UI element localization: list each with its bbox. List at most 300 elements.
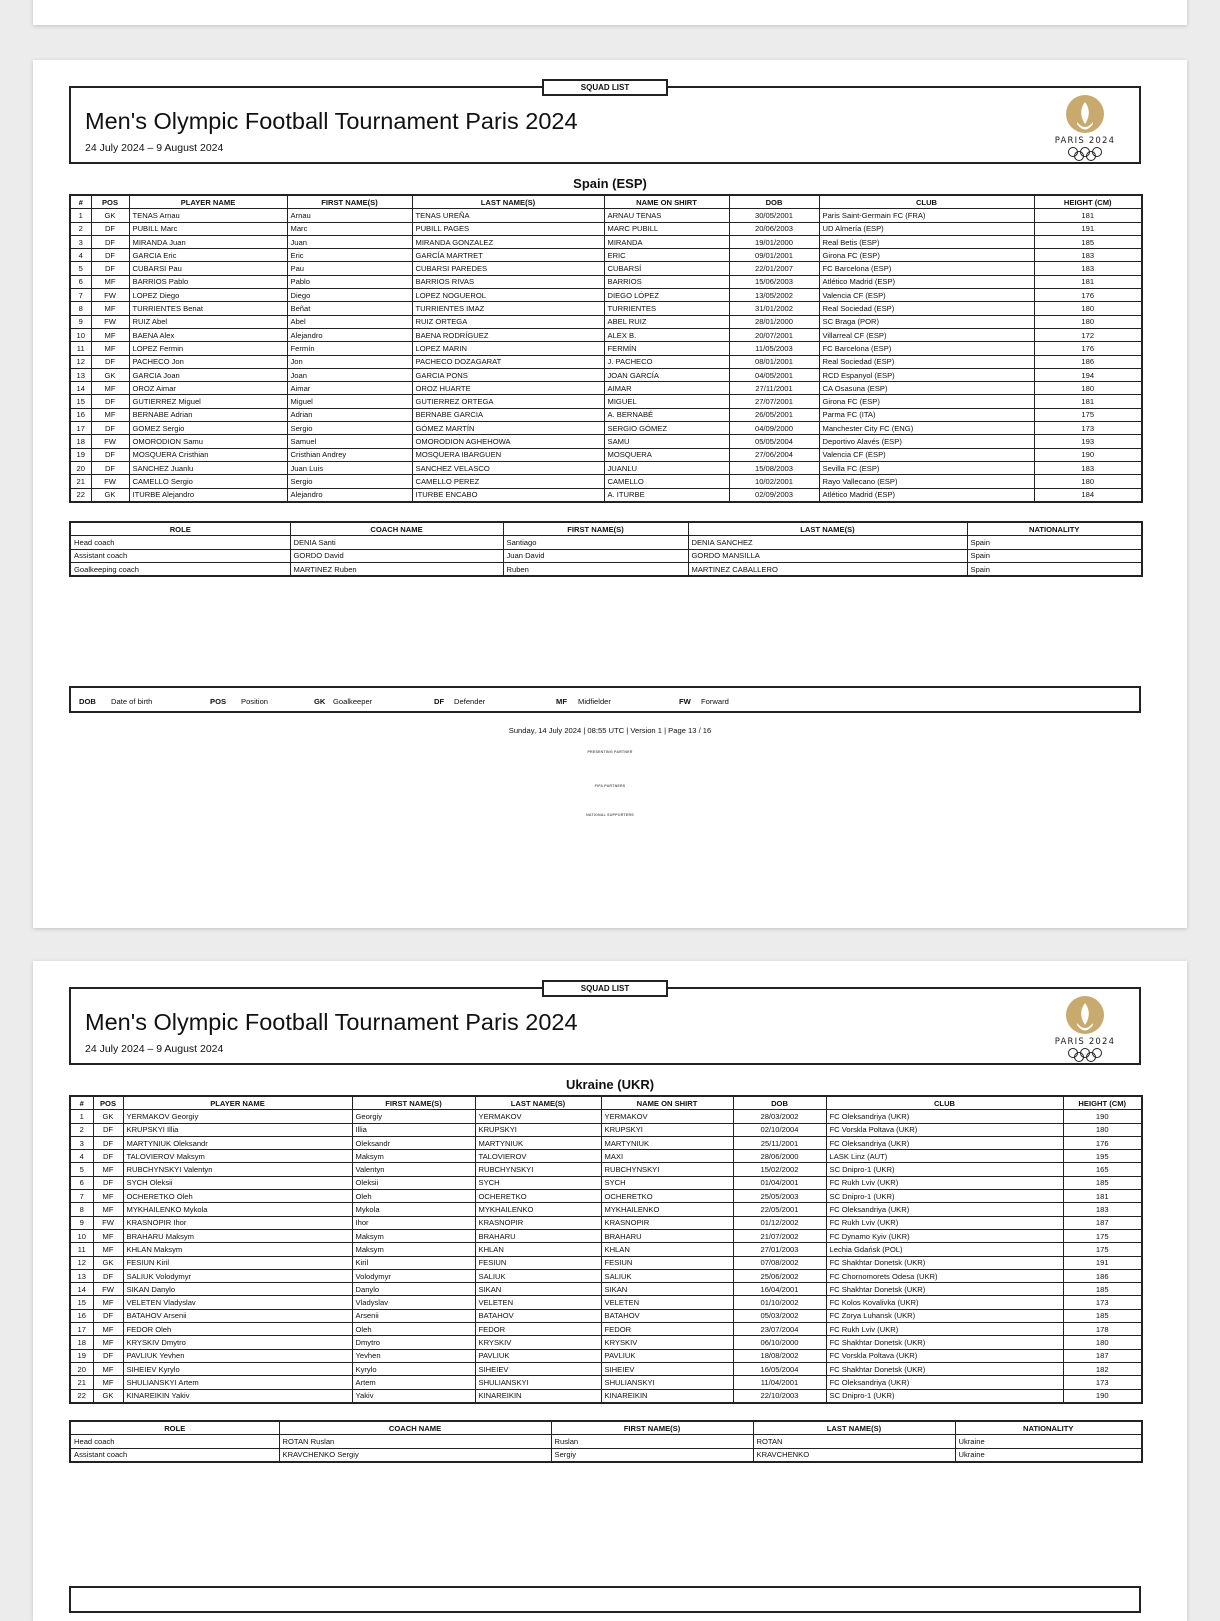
table-cell: KINAREIKIN: [601, 1389, 733, 1403]
table-cell: 22/05/2001: [733, 1203, 826, 1216]
table-cell: UD Almería (ESP): [819, 222, 1034, 235]
table-cell: CA Osasuna (ESP): [819, 382, 1034, 395]
table-cell: PUBILL Marc: [129, 222, 287, 235]
table-cell: Jon: [287, 355, 412, 368]
coach-table-header: [70, 1421, 1142, 1435]
legend-mf-abbr: MF: [556, 697, 567, 706]
table-cell: Deportivo Alavés (ESP): [819, 435, 1034, 448]
page-footer: Sunday, 14 July 2024 | 08:55 UTC | Version 1 | Page 13 / 16: [508, 726, 712, 735]
table-cell: 27/11/2001: [729, 382, 819, 395]
table-cell: 183: [1034, 461, 1142, 474]
table-cell: 6: [70, 1176, 93, 1189]
table-cell: FW: [91, 435, 129, 448]
legend-dob: Date of birth: [111, 697, 153, 706]
table-cell: 25/05/2003: [733, 1190, 826, 1203]
table-cell: GUTIERREZ Miguel: [129, 395, 287, 408]
table-cell: FC Rukh Lviv (UKR): [826, 1216, 1063, 1229]
legend-fw: Forward: [701, 697, 729, 706]
column-header: LAST NAME(S): [412, 195, 604, 209]
table-cell: ITURBE Alejandro: [129, 488, 287, 502]
table-cell: 180: [1034, 315, 1142, 328]
table-cell: MF: [91, 382, 129, 395]
table-cell: ABEL RUIZ: [604, 315, 729, 328]
table-cell: MF: [93, 1243, 123, 1256]
table-cell: 2: [70, 1123, 93, 1136]
table-cell: 13/05/2002: [729, 289, 819, 302]
table-cell: GK: [93, 1256, 123, 1269]
table-cell: BRAHARU Maksym: [123, 1229, 352, 1242]
table-cell: CAMELLO: [604, 475, 729, 488]
player-row: [70, 1323, 1142, 1336]
player-row: [70, 235, 1142, 248]
table-cell: KRAVCHENKO: [753, 1448, 955, 1462]
player-row: [70, 1283, 1142, 1296]
table-cell: 18: [70, 435, 91, 448]
table-cell: FC Shakhtar Donetsk (UKR): [826, 1256, 1063, 1269]
table-cell: GARCIA Joan: [129, 368, 287, 381]
table-cell: BATAHOV Arsenii: [123, 1309, 352, 1322]
team-heading: Spain (ESP): [573, 176, 647, 191]
table-cell: MF: [93, 1336, 123, 1349]
table-cell: MF: [91, 408, 129, 421]
table-cell: DF: [91, 262, 129, 275]
table-cell: MIRANDA GONZALEZ: [412, 235, 604, 248]
table-cell: Juan Luis: [287, 461, 412, 474]
table-cell: KINAREIKIN: [475, 1389, 601, 1403]
table-cell: DF: [91, 422, 129, 435]
table-cell: SERGIO GÓMEZ: [604, 422, 729, 435]
table-cell: FESIUN Kiril: [123, 1256, 352, 1269]
tournament-dates: 24 July 2024 – 9 August 2024: [85, 1043, 224, 1055]
player-row: [70, 302, 1142, 315]
player-row: [70, 475, 1142, 488]
table-cell: 04/09/2000: [729, 422, 819, 435]
tournament-title: Men's Olympic Football Tournament Paris 2024: [85, 1009, 578, 1035]
table-cell: MARTYNIUK Oleksandr: [123, 1136, 352, 1149]
presenting-partner-label: PRESENTING PARTNER: [587, 750, 633, 754]
table-cell: Atlético Madrid (ESP): [819, 488, 1034, 502]
table-cell: Oleh: [352, 1323, 475, 1336]
table-cell: Ruben: [503, 562, 688, 576]
table-cell: 28/06/2000: [733, 1150, 826, 1163]
table-cell: 186: [1063, 1269, 1142, 1282]
table-cell: BAENA RODRÍGUEZ: [412, 328, 604, 341]
table-cell: 15/06/2003: [729, 275, 819, 288]
legend-dob-abbr: DOB: [79, 697, 96, 706]
table-cell: Assistant coach: [70, 1448, 279, 1462]
coach-row: [70, 536, 1142, 549]
table-cell: SIKAN: [601, 1283, 733, 1296]
table-cell: FEDOR: [475, 1323, 601, 1336]
table-cell: Atlético Madrid (ESP): [819, 275, 1034, 288]
player-row: [70, 1110, 1142, 1123]
table-cell: J. PACHECO: [604, 355, 729, 368]
table-cell: Valencia CF (ESP): [819, 448, 1034, 461]
player-row: [70, 1349, 1142, 1362]
table-cell: 16: [70, 1309, 93, 1322]
table-cell: YERMAKOV: [601, 1110, 733, 1123]
table-cell: 173: [1034, 422, 1142, 435]
table-cell: Santiago: [503, 536, 688, 549]
table-cell: 175: [1063, 1243, 1142, 1256]
table-cell: DF: [91, 461, 129, 474]
column-header: LAST NAME(S): [688, 522, 967, 536]
table-cell: MARTYNIUK: [475, 1136, 601, 1149]
table-cell: MF: [93, 1203, 123, 1216]
table-cell: Ihor: [352, 1216, 475, 1229]
table-cell: 31/01/2002: [729, 302, 819, 315]
table-cell: DF: [91, 222, 129, 235]
table-cell: Adrian: [287, 408, 412, 421]
table-cell: 22: [70, 1389, 93, 1403]
table-cell: SC Dnipro-1 (UKR): [826, 1389, 1063, 1403]
table-cell: MF: [93, 1190, 123, 1203]
player-row: [70, 488, 1142, 502]
table-cell: TURRIENTES IMAZ: [412, 302, 604, 315]
table-cell: 11/04/2001: [733, 1376, 826, 1389]
coach-row: [70, 562, 1142, 576]
table-cell: 178: [1063, 1323, 1142, 1336]
table-cell: MIRANDA: [604, 235, 729, 248]
player-row: [70, 315, 1142, 328]
table-cell: 09/01/2001: [729, 249, 819, 262]
table-cell: LOPEZ Diego: [129, 289, 287, 302]
table-cell: Diego: [287, 289, 412, 302]
table-cell: SC Dnipro-1 (UKR): [826, 1190, 1063, 1203]
column-header: NATIONALITY: [967, 522, 1142, 536]
legend-fw-abbr: FW: [679, 697, 691, 706]
table-cell: FC Oleksandriya (UKR): [826, 1136, 1063, 1149]
column-header: PLAYER NAME: [123, 1096, 352, 1110]
table-cell: 6: [70, 275, 91, 288]
table-cell: 07/08/2002: [733, 1256, 826, 1269]
table-cell: 11: [70, 1243, 93, 1256]
table-cell: 190: [1034, 448, 1142, 461]
table-cell: 180: [1063, 1336, 1142, 1349]
table-cell: BERNABE GARCIA: [412, 408, 604, 421]
table-cell: TALOVIEROV Maksym: [123, 1150, 352, 1163]
table-cell: 20: [70, 461, 91, 474]
legend-df-abbr: DF: [434, 697, 445, 706]
table-cell: A. BERNABÉ: [604, 408, 729, 421]
table-cell: Yakiv: [352, 1389, 475, 1403]
table-cell: VELETEN: [601, 1296, 733, 1309]
table-cell: MF: [91, 302, 129, 315]
table-cell: Rayo Vallecano (ESP): [819, 475, 1034, 488]
player-row: [70, 461, 1142, 474]
table-cell: DF: [93, 1136, 123, 1149]
table-cell: DF: [91, 395, 129, 408]
table-cell: 21: [70, 475, 91, 488]
table-cell: KRYSKIV Dmytro: [123, 1336, 352, 1349]
table-cell: 05/03/2002: [733, 1309, 826, 1322]
column-header: POS: [93, 1096, 123, 1110]
squad-page-ukraine: [33, 961, 1187, 1621]
table-cell: OROZ HUARTE: [412, 382, 604, 395]
table-cell: OCHERETKO: [475, 1190, 601, 1203]
table-cell: DIEGO LÓPEZ: [604, 289, 729, 302]
table-cell: VELETEN Vladyslav: [123, 1296, 352, 1309]
player-row: [70, 342, 1142, 355]
table-cell: Miguel: [287, 395, 412, 408]
legend-gk: Goalkeeper: [333, 697, 373, 706]
player-row: [70, 1389, 1142, 1403]
table-cell: 5: [70, 1163, 93, 1176]
table-cell: FC Shakhtar Donetsk (UKR): [826, 1336, 1063, 1349]
column-header: NAME ON SHIRT: [604, 195, 729, 209]
column-header: FIRST NAME(S): [352, 1096, 475, 1110]
player-table-header: [70, 1096, 1142, 1110]
table-cell: BATAHOV: [601, 1309, 733, 1322]
table-cell: PAVLIUK: [475, 1349, 601, 1362]
table-cell: LOPEZ Fermin: [129, 342, 287, 355]
table-cell: 173: [1063, 1376, 1142, 1389]
table-cell: 181: [1063, 1190, 1142, 1203]
table-cell: FC Vorskla Poltava (UKR): [826, 1349, 1063, 1362]
table-cell: SIKAN: [475, 1283, 601, 1296]
table-cell: KHLAN: [475, 1243, 601, 1256]
table-cell: 185: [1063, 1176, 1142, 1189]
table-cell: Valencia CF (ESP): [819, 289, 1034, 302]
table-cell: Kyrylo: [352, 1362, 475, 1375]
table-cell: Real Betis (ESP): [819, 235, 1034, 248]
table-cell: FC Barcelona (ESP): [819, 262, 1034, 275]
table-cell: FC Oleksandriya (UKR): [826, 1110, 1063, 1123]
table-cell: OCHERETKO Oleh: [123, 1190, 352, 1203]
table-cell: FW: [93, 1216, 123, 1229]
column-header: ROLE: [70, 522, 290, 536]
column-header: HEIGHT (CM): [1034, 195, 1142, 209]
table-cell: DF: [93, 1150, 123, 1163]
table-cell: Beñat: [287, 302, 412, 315]
table-cell: FERMÍN: [604, 342, 729, 355]
table-cell: Sevilla FC (ESP): [819, 461, 1034, 474]
table-cell: Cristhian Andrey: [287, 448, 412, 461]
table-cell: Ukraine: [955, 1448, 1142, 1462]
table-cell: Head coach: [70, 536, 290, 549]
table-cell: 01/12/2002: [733, 1216, 826, 1229]
column-header: LAST NAME(S): [753, 1421, 955, 1435]
table-cell: PACHECO DOZAGARAT: [412, 355, 604, 368]
table-cell: 18/08/2002: [733, 1349, 826, 1362]
table-cell: CUBARSÍ: [604, 262, 729, 275]
player-row: [70, 1243, 1142, 1256]
table-cell: 180: [1034, 475, 1142, 488]
table-cell: Artem: [352, 1376, 475, 1389]
column-header: ROLE: [70, 1421, 279, 1435]
table-cell: 182: [1063, 1362, 1142, 1375]
table-cell: MF: [93, 1376, 123, 1389]
table-cell: Assistant coach: [70, 549, 290, 562]
column-header: DOB: [733, 1096, 826, 1110]
table-cell: Samuel: [287, 435, 412, 448]
table-cell: 3: [70, 1136, 93, 1149]
table-cell: 22/10/2003: [733, 1389, 826, 1403]
table-cell: 172: [1034, 328, 1142, 341]
table-cell: ARNAU TENAS: [604, 209, 729, 222]
table-cell: Goalkeeping coach: [70, 562, 290, 576]
table-cell: 19/01/2000: [729, 235, 819, 248]
table-cell: Oleksandr: [352, 1136, 475, 1149]
table-cell: YERMAKOV: [475, 1110, 601, 1123]
coach-row: [70, 549, 1142, 562]
table-cell: 19: [70, 1349, 93, 1362]
table-cell: SANCHEZ Juanlu: [129, 461, 287, 474]
table-cell: DF: [93, 1349, 123, 1362]
table-cell: RUIZ ORTEGA: [412, 315, 604, 328]
table-cell: SIHEIEV: [601, 1362, 733, 1375]
table-cell: DF: [91, 355, 129, 368]
player-table: [69, 1095, 1143, 1404]
table-cell: MF: [93, 1163, 123, 1176]
table-cell: KRYSKIV: [601, 1336, 733, 1349]
table-cell: FEDOR: [601, 1323, 733, 1336]
table-cell: FESIUN: [601, 1256, 733, 1269]
table-cell: Spain: [967, 562, 1142, 576]
table-cell: 20/07/2001: [729, 328, 819, 341]
table-cell: Ruslan: [551, 1435, 753, 1448]
player-row: [70, 395, 1142, 408]
table-cell: 21/07/2002: [733, 1229, 826, 1242]
column-header: #: [70, 195, 91, 209]
table-cell: 22/01/2007: [729, 262, 819, 275]
table-cell: Ukraine: [955, 1435, 1142, 1448]
table-cell: GK: [93, 1110, 123, 1123]
table-cell: 190: [1063, 1110, 1142, 1123]
table-cell: 186: [1034, 355, 1142, 368]
player-row: [70, 408, 1142, 421]
table-cell: RUBCHYNSKYI: [475, 1163, 601, 1176]
table-cell: 11: [70, 342, 91, 355]
table-cell: FC Rukh Lviv (UKR): [826, 1323, 1063, 1336]
table-cell: DF: [93, 1123, 123, 1136]
table-cell: DENIA Santi: [290, 536, 503, 549]
legend-pos-abbr: POS: [210, 697, 227, 706]
table-cell: Danylo: [352, 1283, 475, 1296]
table-cell: 27/01/2003: [733, 1243, 826, 1256]
table-cell: CAMELLO Sergio: [129, 475, 287, 488]
table-cell: KRYSKIV: [475, 1336, 601, 1349]
table-cell: GK: [91, 368, 129, 381]
player-row: [70, 1256, 1142, 1269]
team-heading: Ukraine (UKR): [565, 1077, 655, 1092]
table-cell: FC Barcelona (ESP): [819, 342, 1034, 355]
table-cell: Manchester City FC (ENG): [819, 422, 1034, 435]
table-cell: GORDO David: [290, 549, 503, 562]
table-cell: MARTYNIUK: [601, 1136, 733, 1149]
table-cell: 1: [70, 1110, 93, 1123]
table-cell: BARRIOS RIVAS: [412, 275, 604, 288]
player-row: [70, 1296, 1142, 1309]
player-row: [70, 1203, 1142, 1216]
table-cell: FW: [91, 289, 129, 302]
column-header: COACH NAME: [290, 522, 503, 536]
table-cell: Arsenii: [352, 1309, 475, 1322]
player-row: [70, 1136, 1142, 1149]
table-cell: DF: [91, 235, 129, 248]
table-cell: 14: [70, 382, 91, 395]
table-cell: 176: [1034, 289, 1142, 302]
table-cell: 181: [1034, 395, 1142, 408]
table-cell: GARCÍA MARTRET: [412, 249, 604, 262]
table-cell: KRUPSKYI: [601, 1123, 733, 1136]
table-cell: ROTAN: [753, 1435, 955, 1448]
table-cell: 12: [70, 355, 91, 368]
table-cell: 183: [1063, 1203, 1142, 1216]
table-cell: Dmytro: [352, 1336, 475, 1349]
table-cell: 16/04/2001: [733, 1283, 826, 1296]
table-cell: 180: [1034, 382, 1142, 395]
column-header: DOB: [729, 195, 819, 209]
table-cell: DF: [91, 448, 129, 461]
table-cell: BRAHARU: [601, 1229, 733, 1242]
document-header: [69, 83, 1141, 164]
table-cell: 175: [1034, 408, 1142, 421]
table-cell: SHULIANSKYI: [475, 1376, 601, 1389]
table-cell: SC Braga (POR): [819, 315, 1034, 328]
column-header: NAME ON SHIRT: [601, 1096, 733, 1110]
table-cell: PUBILL PAGES: [412, 222, 604, 235]
table-cell: Marc: [287, 222, 412, 235]
table-cell: Georgiy: [352, 1110, 475, 1123]
table-cell: BAENA Alex: [129, 328, 287, 341]
player-row: [70, 289, 1142, 302]
table-cell: 180: [1063, 1123, 1142, 1136]
table-cell: 173: [1063, 1296, 1142, 1309]
table-cell: LOPEZ NOGUEROL: [412, 289, 604, 302]
table-cell: DF: [93, 1176, 123, 1189]
tournament-title: Men's Olympic Football Tournament Paris 2024: [85, 108, 578, 134]
player-row: [70, 1123, 1142, 1136]
table-cell: SYCH: [475, 1176, 601, 1189]
table-cell: FEDOR Oleh: [123, 1323, 352, 1336]
table-cell: Valentyn: [352, 1163, 475, 1176]
table-cell: PAVLIUK Yevhen: [123, 1349, 352, 1362]
table-cell: 187: [1063, 1216, 1142, 1229]
table-cell: MAXI: [601, 1150, 733, 1163]
table-cell: GK: [91, 209, 129, 222]
table-cell: 183: [1034, 249, 1142, 262]
table-cell: BATAHOV: [475, 1309, 601, 1322]
table-cell: SIHEIEV: [475, 1362, 601, 1375]
squad-list-label: SQUAD LIST: [542, 980, 668, 997]
table-cell: TENAS UREÑA: [412, 209, 604, 222]
table-cell: 17: [70, 1323, 93, 1336]
paris-2024-logo: [1051, 993, 1119, 1063]
table-cell: 23/07/2004: [733, 1323, 826, 1336]
table-cell: Alejandro: [287, 488, 412, 502]
column-header: FIRST NAME(S): [551, 1421, 753, 1435]
table-cell: ALEX B.: [604, 328, 729, 341]
player-row: [70, 1163, 1142, 1176]
table-cell: 05/05/2004: [729, 435, 819, 448]
table-cell: SIHEIEV Kyrylo: [123, 1362, 352, 1375]
table-cell: Maksym: [352, 1243, 475, 1256]
table-cell: FC Zorya Luhansk (UKR): [826, 1309, 1063, 1322]
legend-pos: Position: [241, 697, 269, 706]
player-row: [70, 368, 1142, 381]
player-table: [69, 194, 1143, 503]
paris-2024-logo: [1051, 92, 1119, 162]
table-cell: GK: [91, 488, 129, 502]
table-cell: FW: [91, 315, 129, 328]
table-cell: Sergio: [287, 475, 412, 488]
table-cell: OMORODION Samu: [129, 435, 287, 448]
table-cell: 10: [70, 1229, 93, 1242]
national-supporters-label: NATIONAL SUPPORTERS: [586, 813, 634, 817]
table-cell: MF: [93, 1323, 123, 1336]
table-cell: TALOVIEROV: [475, 1150, 601, 1163]
